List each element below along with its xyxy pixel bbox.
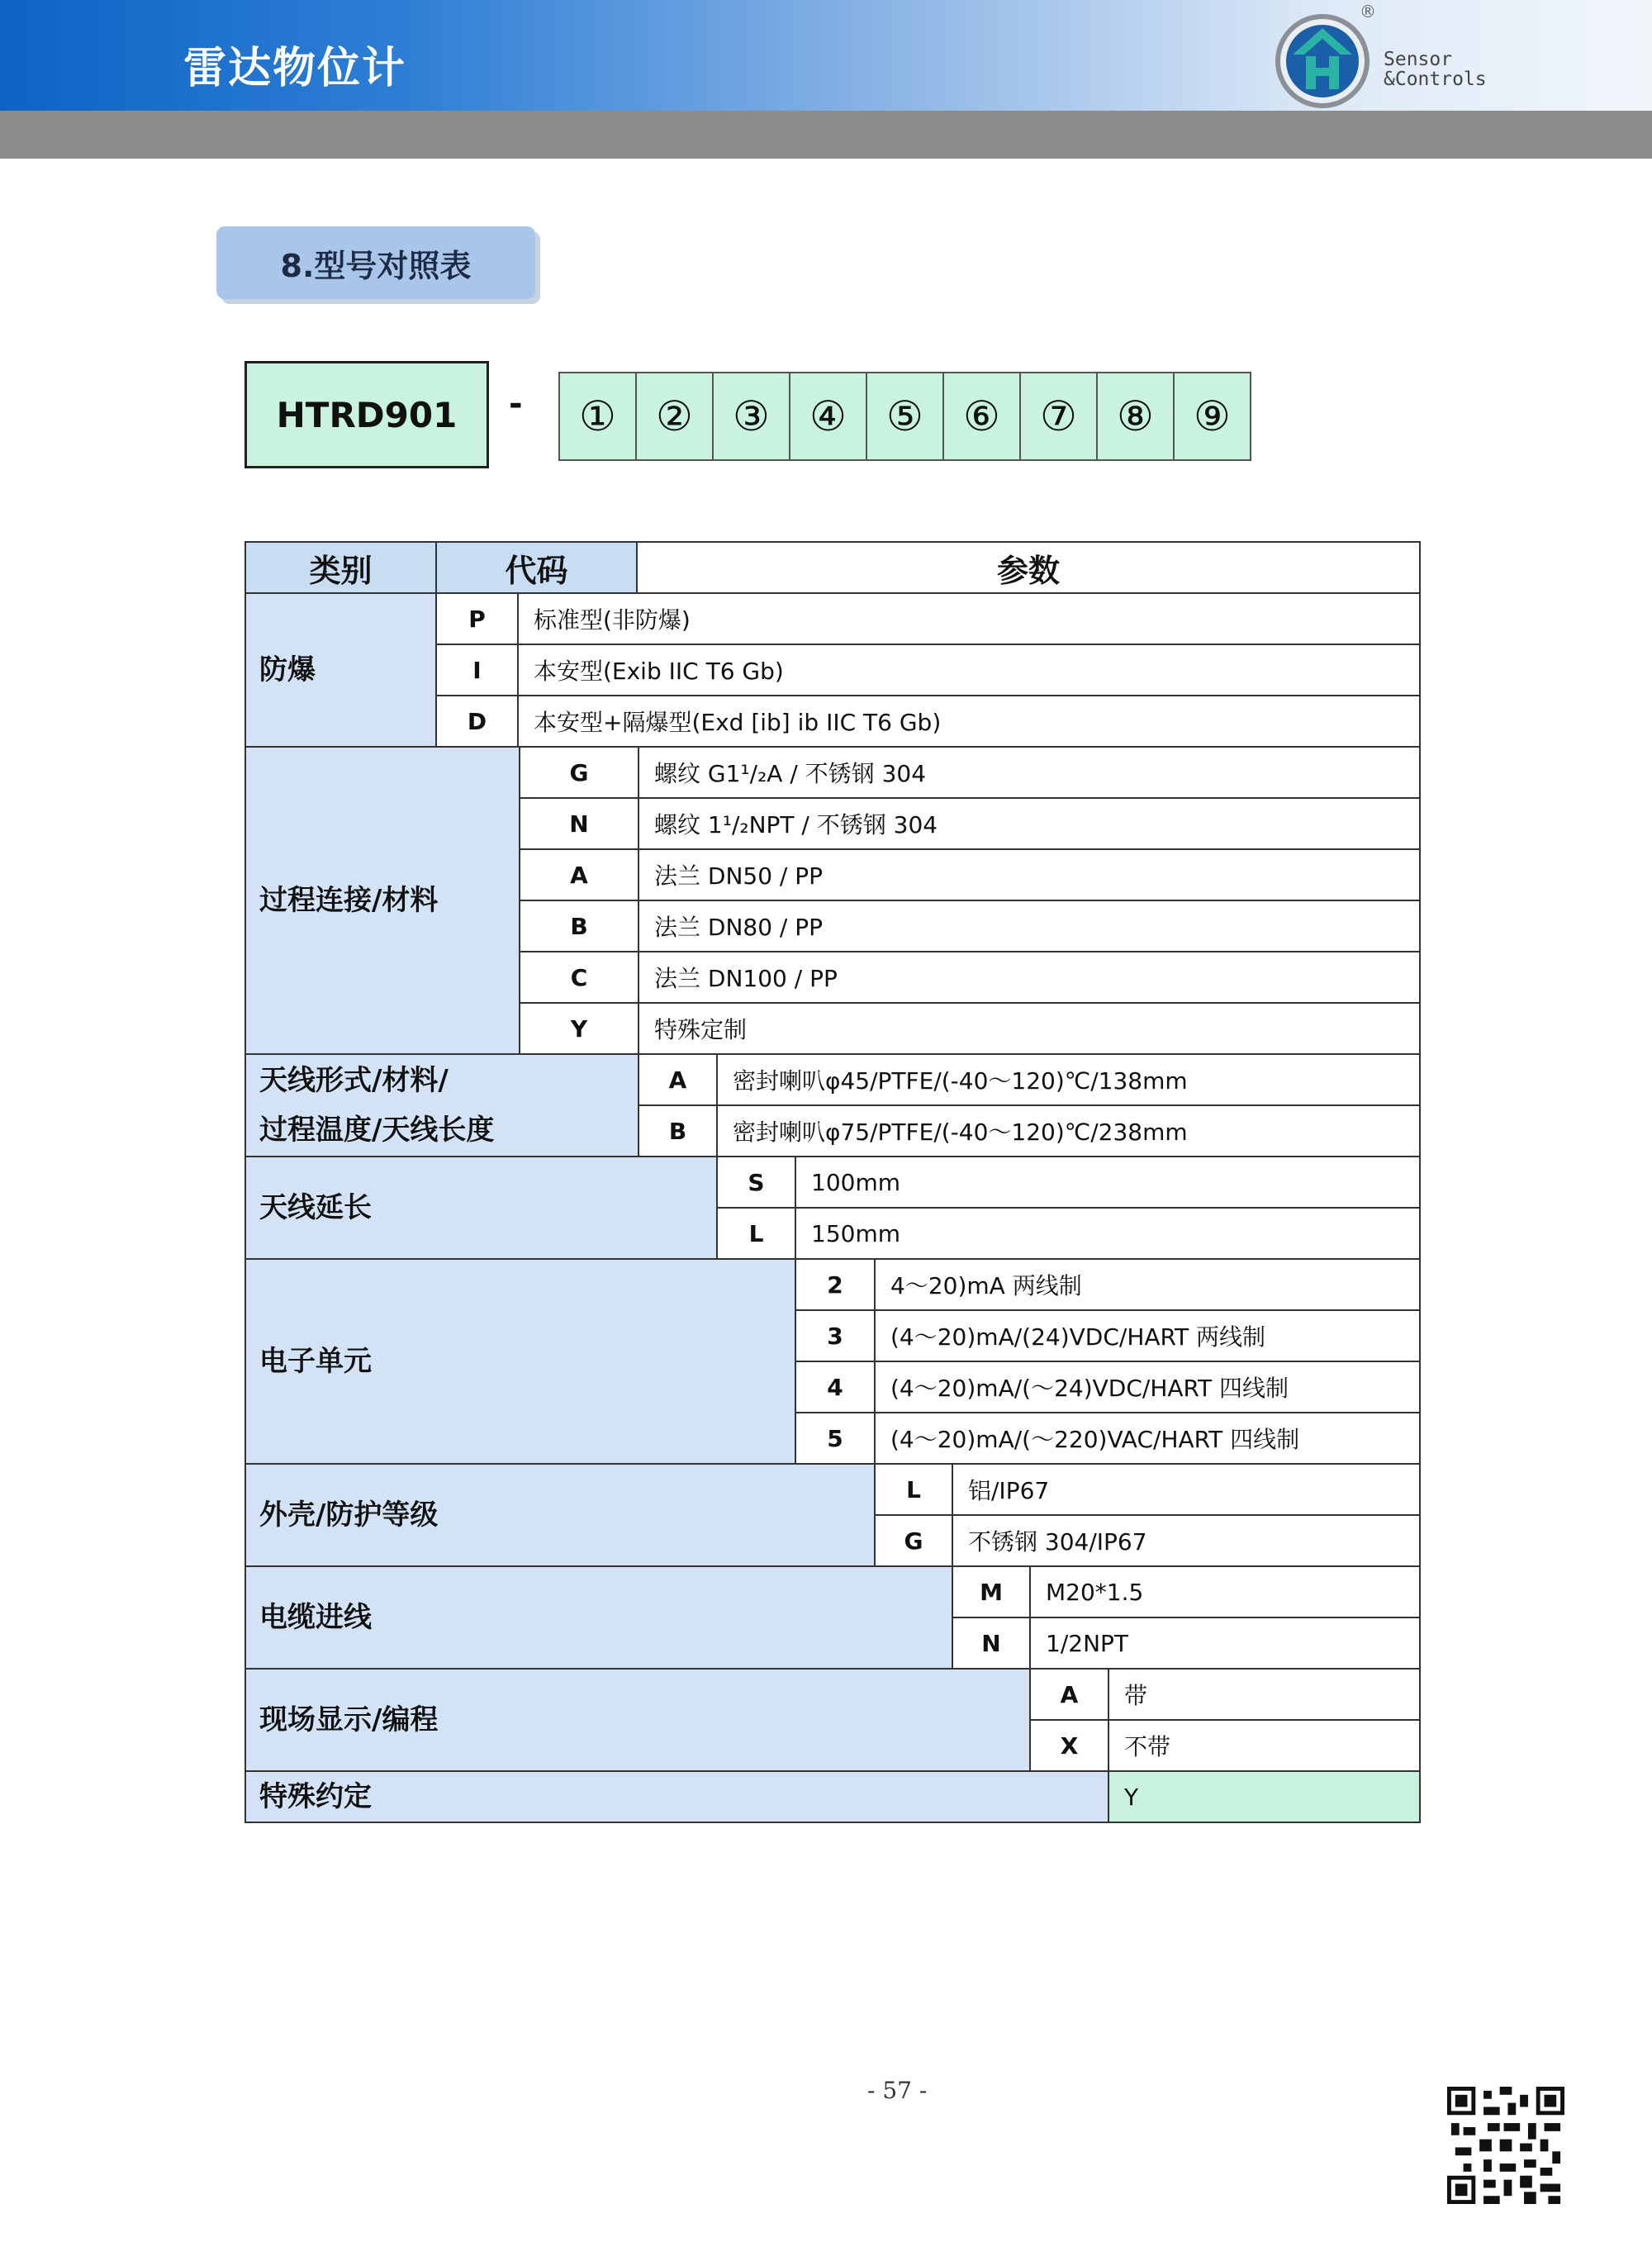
code-cell: B bbox=[519, 900, 639, 952]
code-cell: L bbox=[874, 1463, 953, 1516]
code-cell: P bbox=[435, 592, 519, 645]
code-cell: I bbox=[435, 644, 519, 696]
category-line-2: 过程温度/天线长度 bbox=[259, 1114, 495, 1147]
param-cell: (4～20)mA/(24)VDC/HART 两线制 bbox=[874, 1309, 1421, 1362]
category-cell: 过程连接/材料 bbox=[244, 746, 520, 1055]
param-cell: 特殊定制 bbox=[638, 1002, 1421, 1055]
code-cell: A bbox=[638, 1053, 718, 1106]
param-cell: 法兰 DN80 / PP bbox=[638, 900, 1421, 952]
param-cell: 密封喇叭φ45/PTFE/(-40～120)℃/138mm bbox=[716, 1053, 1421, 1106]
param-cell: 本安型(Exib IIC T6 Gb) bbox=[517, 644, 1421, 696]
param-cell: 本安型+隔爆型(Exd [ib] ib IIC T6 Gb) bbox=[517, 695, 1421, 748]
model-slot: ⑨ bbox=[1173, 372, 1251, 461]
model-slot: ② bbox=[635, 372, 714, 461]
code-cell: A bbox=[519, 848, 639, 901]
param-cell: 螺纹 1¹/₂NPT / 不锈钢 304 bbox=[638, 797, 1421, 850]
code-cell: G bbox=[874, 1514, 953, 1567]
code-cell: N bbox=[519, 797, 639, 850]
param-cell: Y bbox=[1108, 1770, 1421, 1823]
model-slot: ③ bbox=[712, 372, 790, 461]
qr-code-icon bbox=[1447, 2087, 1564, 2204]
brand-line-1: Sensor bbox=[1384, 49, 1453, 70]
param-cell: 密封喇叭φ75/PTFE/(-40～120)℃/238mm bbox=[716, 1104, 1421, 1157]
param-cell: 法兰 DN100 / PP bbox=[638, 951, 1421, 1004]
code-cell: A bbox=[1029, 1668, 1109, 1721]
model-slot: ⑥ bbox=[942, 372, 1021, 461]
code-cell: X bbox=[1029, 1719, 1109, 1772]
category-cell: 电子单元 bbox=[244, 1258, 796, 1465]
param-cell: 不带 bbox=[1108, 1719, 1421, 1772]
param-cell: 不锈钢 304/IP67 bbox=[952, 1514, 1421, 1567]
model-slot: ⑦ bbox=[1019, 372, 1098, 461]
code-cell: N bbox=[952, 1617, 1031, 1670]
param-cell: 150mm bbox=[795, 1207, 1421, 1260]
param-cell: 铝/IP67 bbox=[952, 1463, 1421, 1516]
model-code: HTRD901 bbox=[244, 361, 489, 468]
param-cell: 100mm bbox=[795, 1156, 1421, 1209]
param-cell: 标准型(非防爆) bbox=[517, 592, 1421, 645]
code-cell: M bbox=[952, 1565, 1031, 1618]
param-cell: 螺纹 G1¹/₂A / 不锈钢 304 bbox=[638, 746, 1421, 799]
page-number: - 57 - bbox=[867, 2077, 928, 2104]
param-cell: 法兰 DN50 / PP bbox=[638, 848, 1421, 901]
registered-mark: ® bbox=[1360, 2, 1376, 21]
code-cell: D bbox=[435, 695, 519, 748]
param-cell: (4～20)mA/(～220)VAC/HART 四线制 bbox=[874, 1412, 1421, 1465]
param-cell: M20*1.5 bbox=[1029, 1565, 1421, 1618]
brand-line-2: &Controls bbox=[1384, 69, 1487, 90]
category-line-1: 天线形式/材料/ bbox=[259, 1064, 449, 1097]
code-cell: 4 bbox=[795, 1361, 876, 1413]
model-dash: - bbox=[509, 385, 523, 423]
param-cell: 4～20)mA 两线制 bbox=[874, 1258, 1421, 1311]
model-slot: ① bbox=[558, 372, 637, 461]
code-cell: S bbox=[716, 1156, 796, 1209]
code-cell: Y bbox=[519, 1002, 639, 1055]
category-cell: 天线延长 bbox=[244, 1156, 718, 1260]
code-cell: 2 bbox=[795, 1258, 876, 1311]
section-label: 8.型号对照表 bbox=[216, 226, 535, 299]
code-cell: 5 bbox=[795, 1412, 876, 1465]
category-cell: 防爆 bbox=[244, 592, 437, 748]
model-slot: ④ bbox=[789, 372, 867, 461]
code-cell: C bbox=[519, 951, 639, 1004]
category-cell: 外壳/防护等级 bbox=[244, 1463, 876, 1567]
category-cell bbox=[244, 1053, 639, 1157]
code-cell: 3 bbox=[795, 1309, 876, 1362]
header-category: 类别 bbox=[244, 541, 437, 594]
param-cell: 1/2NPT bbox=[1029, 1617, 1421, 1670]
param-cell: 带 bbox=[1108, 1668, 1421, 1721]
code-cell: G bbox=[519, 746, 639, 799]
model-slot: ⑧ bbox=[1096, 372, 1175, 461]
page-title: 雷达物位计 bbox=[183, 44, 407, 93]
category-cell: 电缆进线 bbox=[244, 1565, 953, 1670]
model-slot: ⑤ bbox=[866, 372, 944, 461]
category-cell: 现场显示/编程 bbox=[244, 1668, 1031, 1772]
code-cell: B bbox=[638, 1104, 718, 1157]
header-params: 参数 bbox=[636, 541, 1421, 594]
header-code: 代码 bbox=[435, 541, 638, 594]
param-cell: (4～20)mA/(～24)VDC/HART 四线制 bbox=[874, 1361, 1421, 1413]
code-cell: L bbox=[716, 1207, 796, 1260]
category-cell: 特殊约定 bbox=[244, 1770, 1109, 1823]
